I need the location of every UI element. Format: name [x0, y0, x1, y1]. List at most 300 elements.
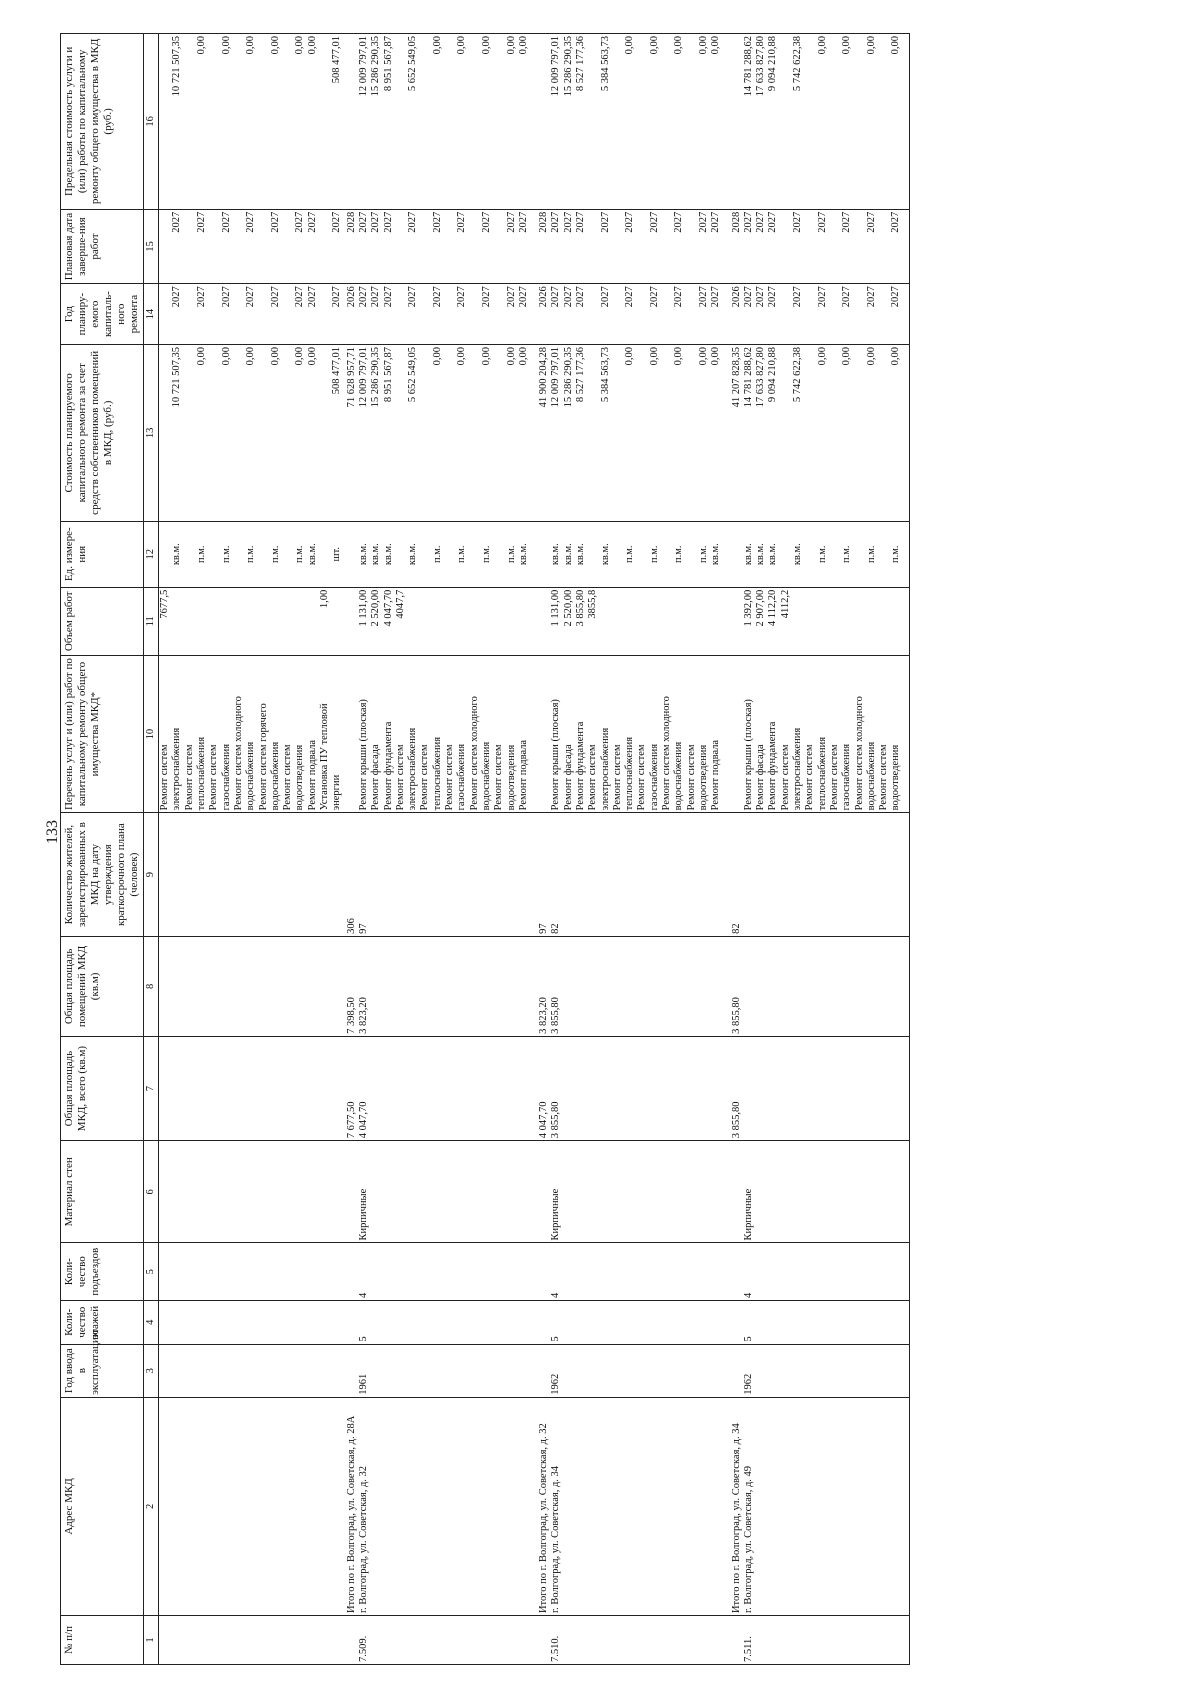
cell-col-1	[729, 1616, 743, 1665]
work-repair-year: 2027	[517, 286, 529, 308]
work-repair-year: 2027	[480, 286, 492, 308]
object-living-area	[743, 939, 755, 1034]
header-no: № п/п	[61, 1616, 144, 1665]
blank-line	[419, 347, 431, 519]
work-item-line: газоснабжения	[648, 743, 660, 811]
blank-line	[159, 36, 171, 207]
cell-col-12	[536, 521, 550, 587]
column-number: 14	[143, 284, 158, 345]
work-item-line: Ремонт систем	[779, 744, 791, 811]
blank-line	[493, 286, 505, 342]
blank-line	[233, 524, 245, 585]
blank-line	[395, 286, 407, 342]
work-limit-cost: 0,00	[220, 36, 232, 55]
total-label: Итого по г. Волгоград, ул. Советская, д. 28А	[345, 1415, 357, 1614]
object-address: г. Волгоград, ул. Советская, д. 32	[357, 1465, 369, 1614]
work-item-line: теплоснабжения	[431, 736, 443, 811]
work-limit-cost: 508 477,01	[331, 36, 343, 84]
work-limit-cost: 0,00	[816, 36, 828, 55]
blank-line	[854, 212, 866, 282]
work-unit: кв.м.	[742, 543, 754, 566]
work-cost: 5 652 549,05	[407, 346, 419, 403]
cell-col-13	[159, 344, 344, 521]
work-cost: 17 633 827,80	[755, 346, 767, 408]
work-unit: кв.м.	[574, 543, 586, 566]
header-total-area: Общая площадь МКД, всего (кв.м)	[61, 1036, 144, 1140]
repair-plan-table	[60, 33, 910, 1665]
work-repair-year: 2027	[294, 286, 306, 308]
blank-line	[866, 590, 878, 653]
blank-line	[612, 36, 624, 207]
blank-line	[319, 36, 331, 207]
cell-col-15	[743, 209, 909, 284]
cell-col-4	[550, 1300, 728, 1344]
blank-line	[395, 36, 407, 207]
work-unit: кв.м.	[370, 543, 382, 566]
blank-line	[171, 590, 183, 653]
work-cost: 5 742 622,38	[792, 346, 804, 403]
work-unit: кв.м.	[306, 543, 318, 566]
work-unit: кв.м.	[171, 543, 183, 566]
cell-col-5	[743, 1243, 909, 1300]
column-number: 15	[143, 209, 158, 284]
blank-line	[444, 286, 456, 342]
work-item-line: Ремонт крыши (плоская)	[357, 699, 369, 811]
cell-col-5	[344, 1243, 358, 1300]
cell-col-10	[729, 655, 743, 813]
header-walls: Материал стен	[61, 1141, 144, 1243]
blank-line	[686, 212, 698, 282]
work-repair-year: 2027	[245, 286, 257, 308]
cell-col-1	[358, 1616, 536, 1665]
blank-line	[493, 590, 505, 653]
work-repair-year: 2027	[382, 286, 394, 308]
blank-line	[282, 212, 294, 282]
work-item-line: электроснабжения	[792, 727, 804, 811]
work-repair-year: 2027	[697, 286, 709, 308]
cell-col-12	[743, 521, 909, 587]
work-repair-year: 2027	[505, 286, 517, 308]
blank-line	[208, 524, 220, 585]
blank-line	[804, 524, 816, 585]
work-limit-cost: 5 652 549,05	[407, 36, 419, 92]
entrance-count: 4	[550, 1292, 562, 1298]
column-number: 12	[143, 521, 158, 587]
cell-col-12	[159, 521, 344, 587]
blank-line	[804, 347, 816, 519]
cell-col-11	[743, 587, 909, 655]
work-due-year: 2027	[382, 211, 394, 233]
cell-col-15	[550, 209, 728, 284]
blank-line	[780, 36, 792, 207]
blank-line	[258, 524, 270, 585]
work-item-line: Ремонт фасада	[562, 744, 574, 811]
work-unit: п.м.	[456, 545, 468, 563]
work-limit-cost: 0,00	[710, 36, 722, 55]
object-residents: 82	[550, 923, 562, 934]
cell-col-11	[344, 587, 358, 655]
blank-line	[854, 590, 866, 653]
work-item-line: водоснабжения	[865, 741, 877, 811]
cell-col-8	[344, 936, 358, 1036]
cell-col-6	[550, 1141, 728, 1243]
work-cost: 0,00	[710, 346, 722, 366]
work-repair-year: 2027	[357, 286, 369, 308]
blank-line	[636, 347, 648, 519]
cell-col-14	[550, 284, 728, 345]
work-unit: кв.м.	[382, 543, 394, 566]
blank-line	[159, 524, 171, 585]
cell-col-9	[743, 813, 909, 936]
work-unit: кв.м.	[562, 543, 574, 566]
work-cost: 0,00	[480, 346, 492, 366]
work-cost: 0,00	[505, 346, 517, 366]
blank-line	[159, 212, 171, 282]
work-unit: п.м.	[245, 545, 257, 563]
cell-col-2	[358, 1397, 536, 1615]
cell-col-14	[159, 284, 344, 345]
work-limit-cost: 17 633 827,80	[755, 36, 767, 97]
blank-line	[587, 524, 599, 585]
work-unit: кв.м.	[710, 543, 722, 566]
work-cost: 12 009 797,01	[357, 346, 369, 408]
object-number: 7.509.	[357, 1635, 369, 1662]
blank-line	[518, 590, 530, 653]
work-item-line: Ремонт систем	[493, 744, 505, 811]
work-due-year: 2027	[331, 211, 343, 233]
work-due-year: 2027	[767, 211, 779, 233]
header-volume: Объем работ	[61, 587, 144, 655]
work-cost: 0,00	[245, 346, 257, 366]
object-living-area: 3 823,20	[357, 997, 369, 1034]
work-unit: п.м.	[220, 545, 232, 563]
work-unit: п.м.	[196, 545, 208, 563]
blank-line	[854, 286, 866, 342]
cell-col-16	[536, 34, 550, 210]
blank-line	[233, 286, 245, 342]
work-cost: 0,00	[865, 346, 877, 366]
floor-count: 5	[550, 1336, 562, 1342]
carry-over-rows	[159, 34, 344, 1665]
work-item-line: газоснабжения	[456, 743, 468, 811]
work-repair-year: 2027	[407, 286, 419, 308]
cell-col-1	[344, 1616, 358, 1665]
work-cost: 15 286 290,35	[562, 346, 574, 408]
work-due-year: 2027	[505, 211, 517, 233]
work-item-line: Ремонт систем горячего	[257, 703, 269, 811]
cell-col-4	[729, 1300, 743, 1344]
total-due-year: 2028	[538, 211, 550, 233]
work-limit-cost: 12 009 797,01	[550, 36, 562, 97]
column-number: 1	[143, 1616, 158, 1665]
work-cost: 0,00	[196, 346, 208, 366]
blank-line	[829, 212, 841, 282]
work-unit: п.м.	[294, 545, 306, 563]
cell-col-10	[159, 655, 344, 813]
work-item-line: Ремонт подвала	[710, 739, 722, 811]
work-cost: 15 286 290,35	[370, 346, 382, 408]
blank-line	[804, 590, 816, 653]
blank-line	[780, 347, 792, 519]
blank-line	[245, 590, 257, 653]
total-area: 7 677,50	[345, 1101, 357, 1139]
blank-line	[612, 347, 624, 519]
work-repair-year: 2027	[331, 286, 343, 308]
work-limit-cost: 8 527 177,36	[574, 36, 586, 92]
work-due-year: 2027	[841, 211, 853, 233]
cell-col-11	[536, 587, 550, 655]
work-item-line: электроснабжения	[407, 727, 419, 811]
work-cost: 0,00	[624, 346, 636, 366]
total-label: Итого по г. Волгоград, ул. Советская, д. 34	[730, 1423, 742, 1614]
cell-col-8	[159, 936, 344, 1036]
work-limit-cost: 0,00	[431, 36, 443, 55]
work-due-year: 2027	[648, 211, 660, 233]
work-unit: кв.м.	[357, 543, 369, 566]
wall-material: Кирпичные	[357, 1188, 369, 1241]
cell-col-11	[159, 587, 344, 655]
work-limit-cost: 9 094 210,88	[767, 36, 779, 92]
blank-line	[407, 590, 419, 653]
work-limit-cost: 0,00	[865, 36, 877, 55]
work-repair-year: 2027	[890, 286, 902, 308]
cell-col-12	[358, 521, 536, 587]
work-due-year: 2027	[370, 211, 382, 233]
work-unit: п.м.	[841, 545, 853, 563]
total-residents: 97	[538, 923, 550, 934]
cell-col-1	[550, 1616, 728, 1665]
work-unit: шт.	[331, 546, 343, 562]
blank-line	[661, 347, 673, 519]
blank-line	[469, 286, 481, 342]
blank-line	[444, 590, 456, 653]
header-entrances: Коли-чество подъездов	[61, 1243, 144, 1300]
blank-line	[395, 212, 407, 282]
work-limit-cost: 0,00	[196, 36, 208, 55]
cell-col-14	[729, 284, 743, 345]
cell-col-10	[743, 655, 909, 813]
blank-line	[184, 36, 196, 207]
work-due-year: 2027	[792, 211, 804, 233]
work-repair-year: 2027	[220, 286, 232, 308]
blank-line	[890, 590, 902, 653]
work-item-line: теплоснабжения	[816, 736, 828, 811]
header-works: Перечень услуг и (или) работ по капитальному ремонту общего имущества МКД*	[61, 655, 144, 813]
blank-line	[444, 347, 456, 519]
blank-line	[673, 590, 685, 653]
work-limit-cost: 0,00	[456, 36, 468, 55]
work-unit: п.м.	[269, 545, 281, 563]
cell-col-4	[536, 1300, 550, 1344]
work-volume: 3855,8	[587, 589, 599, 619]
work-repair-year: 2027	[370, 286, 382, 308]
work-repair-year: 2027	[673, 286, 685, 308]
work-item-line: Ремонт систем	[804, 744, 816, 811]
year-built: 1962	[550, 1373, 562, 1395]
blank-line	[469, 347, 481, 519]
blank-line	[233, 590, 245, 653]
blank-line	[419, 524, 431, 585]
entrance-count: 4	[357, 1292, 369, 1298]
blank-line	[395, 524, 407, 585]
work-due-year: 2027	[562, 211, 574, 233]
blank-line	[282, 36, 294, 207]
cell-col-16	[159, 34, 344, 210]
cell-col-8	[550, 936, 728, 1036]
object-row	[743, 34, 909, 1665]
work-volume: 2 907,00	[755, 589, 767, 627]
cell-col-4	[743, 1300, 909, 1344]
total-residents: 306	[345, 918, 357, 934]
blank-line	[444, 212, 456, 282]
column-number: 10	[143, 655, 158, 813]
column-number: 16	[143, 34, 158, 210]
header-year-built: Год ввода в эксплуатацию	[61, 1344, 144, 1397]
cell-col-3	[358, 1344, 536, 1397]
cell-col-16	[344, 34, 358, 210]
total-area: 3 855,80	[730, 1101, 742, 1139]
work-volume: 1 131,00	[357, 589, 369, 627]
cell-col-9	[358, 813, 536, 936]
work-unit: кв.м.	[517, 543, 529, 566]
blank-line	[829, 286, 841, 342]
work-limit-cost: 15 286 290,35	[370, 36, 382, 97]
work-cost: 0,00	[431, 346, 443, 366]
cell-col-6	[729, 1141, 743, 1243]
work-due-year: 2027	[196, 211, 208, 233]
cell-col-6	[344, 1141, 358, 1243]
work-unit: п.м.	[431, 545, 443, 563]
work-due-year: 2027	[171, 211, 183, 233]
cell-col-12	[550, 521, 728, 587]
object-number: 7.511.	[742, 1636, 754, 1662]
work-unit: кв.м.	[755, 543, 767, 566]
work-due-year: 2027	[697, 211, 709, 233]
work-repair-year: 2027	[306, 286, 318, 308]
cell-col-7	[550, 1036, 728, 1140]
blank-line	[221, 590, 233, 653]
work-unit: п.м.	[816, 545, 828, 563]
blank-line	[469, 212, 481, 282]
work-repair-year: 2027	[865, 286, 877, 308]
blank-line	[159, 286, 171, 342]
wall-material: Кирпичные	[550, 1188, 562, 1241]
cell-col-15	[358, 209, 536, 284]
work-limit-cost: 0,00	[269, 36, 281, 55]
blank-line	[419, 36, 431, 207]
header-unit: Ед. измере-ния	[61, 521, 144, 587]
cell-col-6	[743, 1141, 909, 1243]
blank-line	[159, 347, 171, 519]
total-living-area: 3 823,20	[538, 997, 550, 1034]
work-repair-year: 2027	[816, 286, 828, 308]
cell-col-5	[550, 1243, 728, 1300]
cell-col-11	[358, 587, 536, 655]
blank-line	[804, 286, 816, 342]
blank-line	[469, 36, 481, 207]
work-unit: кв.м.	[407, 543, 419, 566]
cell-col-16	[358, 34, 536, 210]
header-residents: Количество жителей, зарегистрированных в МКД на дату утверждения краткосрочного плана (человек)	[61, 813, 144, 936]
column-number: 2	[143, 1397, 158, 1615]
work-cost: 0,00	[890, 346, 902, 366]
cell-col-15	[159, 209, 344, 284]
object-residents	[743, 815, 755, 933]
work-limit-cost: 12 009 797,01	[357, 36, 369, 97]
cell-col-7	[536, 1036, 550, 1140]
blank-line	[258, 212, 270, 282]
cell-col-11	[550, 587, 728, 655]
work-due-year: 2027	[710, 211, 722, 233]
work-volume: 1 392,00	[742, 589, 754, 627]
work-item-line: Ремонт систем холодного	[232, 696, 244, 811]
blank-line	[331, 590, 343, 653]
work-due-year: 2027	[245, 211, 257, 233]
work-limit-cost: 0,00	[517, 36, 529, 55]
object-residents: 97	[357, 923, 369, 934]
blank-line	[184, 212, 196, 282]
cell-col-14	[743, 284, 909, 345]
blank-line	[208, 590, 220, 653]
cell-col-3	[159, 1344, 344, 1397]
blank-line	[829, 347, 841, 519]
work-item-line: Ремонт систем холодного	[853, 696, 865, 811]
cell-col-10	[536, 655, 550, 813]
work-volume: 4 112,20	[767, 589, 779, 627]
work-unit: кв.м.	[550, 543, 562, 566]
blank-line	[612, 212, 624, 282]
column-number: 4	[143, 1300, 158, 1344]
cell-col-13	[344, 344, 358, 521]
blank-line	[686, 590, 698, 653]
work-limit-cost: 5 742 622,38	[792, 36, 804, 92]
work-volume: 2 520,00	[562, 589, 574, 627]
work-limit-cost: 14 781 288,62	[742, 36, 754, 97]
cell-col-7	[729, 1036, 743, 1140]
work-unit: кв.м.	[792, 543, 804, 566]
work-unit: п.м.	[865, 545, 877, 563]
blank-line	[854, 524, 866, 585]
cell-col-15	[536, 209, 550, 284]
work-cost: 0,00	[294, 346, 306, 366]
cell-col-13	[358, 344, 536, 521]
work-due-year: 2027	[294, 211, 306, 233]
work-volume: 4047,7	[394, 589, 406, 619]
column-number-row	[143, 34, 158, 1665]
cell-col-2	[344, 1397, 358, 1615]
object-total-area	[743, 1039, 755, 1138]
work-item-line: теплоснабжения	[624, 736, 636, 811]
cell-col-7	[159, 1036, 344, 1140]
cell-col-2	[743, 1397, 909, 1615]
header-cost: Стоимость планируемого капитального ремонта за счет средств собственников помещений в МКД, (руб.)	[61, 344, 144, 521]
total-due-year: 2028	[730, 211, 742, 233]
work-item-line: теплоснабжения	[196, 736, 208, 811]
cell-col-5	[358, 1243, 536, 1300]
work-repair-year: 2027	[792, 286, 804, 308]
blank-line	[444, 524, 456, 585]
work-item-line: электроснабжения	[171, 727, 183, 811]
work-item-line: Ремонт фундамента	[767, 721, 779, 811]
cell-col-12	[344, 521, 358, 587]
work-volume: 2 520,00	[370, 589, 382, 627]
work-item-line: Ремонт систем холодного	[661, 696, 673, 811]
cell-col-5	[729, 1243, 743, 1300]
object-row	[358, 34, 536, 1665]
work-repair-year: 2027	[574, 286, 586, 308]
blank-line	[184, 590, 196, 653]
blank-line	[493, 36, 505, 207]
